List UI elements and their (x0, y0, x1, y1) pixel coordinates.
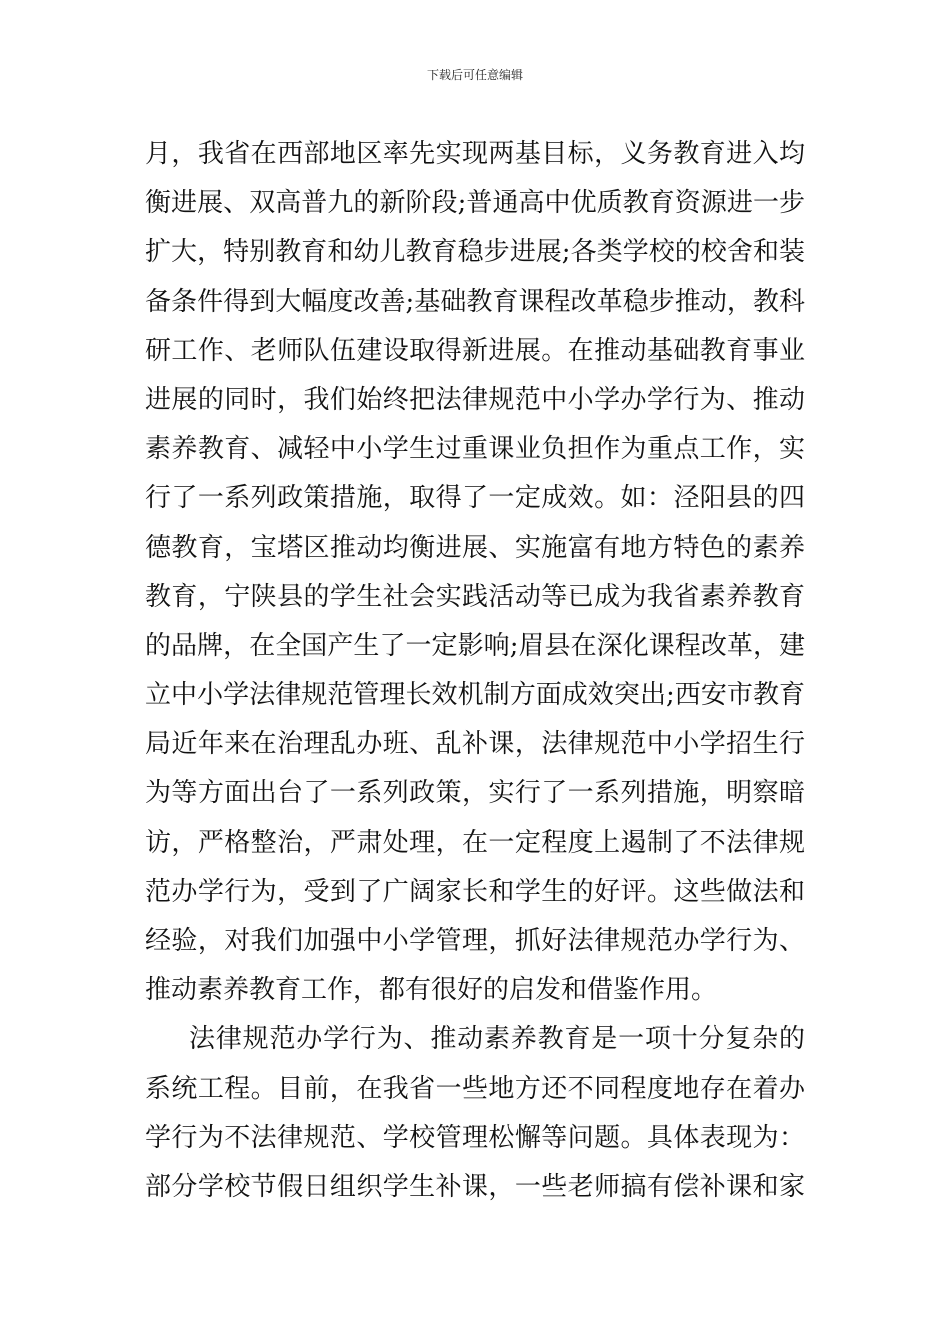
text-line: 法律规范办学行为、推动素养教育是一项十分复杂的 (189, 1024, 805, 1055)
text-line: 衡进展、双高普九的新阶段;普通高中优质教育资源进一步 (145, 188, 805, 219)
text-line: 进展的同时，我们始终把法律规范中小学办学行为、推动 (145, 384, 805, 415)
text-line: 立中小学法律规范管理长效机制方面成效突出;西安市教育 (145, 680, 805, 711)
text-line: 月，我省在西部地区率先实现两基目标，义务教育进入均 (145, 139, 805, 169)
text-line: 为等方面出台了一系列政策，实行了一系列措施，明察暗 (145, 778, 805, 809)
text-line: 部分学校节假日组织学生补课，一些老师搞有偿补课和家 (145, 1171, 805, 1202)
text-line: 经验，对我们加强中小学管理，抓好法律规范办学行为、 (145, 926, 805, 956)
text-line: 学行为不法律规范、学校管理松懈等问题。具体表现为： (145, 1122, 805, 1153)
text-line: 备条件得到大幅度改善;基础教育课程改革稳步推动，教科 (145, 286, 805, 317)
text-line: 的品牌，在全国产生了一定影响;眉县在深化课程改革，建 (145, 630, 805, 661)
text-line: 范办学行为，受到了广阔家长和学生的好评。这些做法和 (145, 876, 805, 907)
paragraph-2 (145, 1015, 805, 1212)
text-line: 研工作、老师队伍建设取得新进展。在推动基础教育事业 (145, 335, 805, 366)
text-line: 推动素养教育工作，都有很好的启发和借鉴作用。 (145, 975, 718, 1006)
paragraph-1 (145, 130, 805, 1015)
text-line: 素养教育、减轻中小学生过重课业负担作为重点工作，实 (145, 434, 805, 465)
page-header-note: 下载后可任意编辑 (426, 68, 523, 82)
text-line: 行了一系列政策措施，取得了一定成效。如：泾阳县的四 (145, 483, 805, 514)
text-line: 访，严格整治，严肃处理，在一定程度上遏制了不法律规 (145, 827, 805, 858)
text-line: 教育，宁陕县的学生社会实践活动等已成为我省素养教育 (145, 581, 805, 612)
text-line: 扩大，特别教育和幼儿教育稳步进展;各类学校的校舍和装 (145, 237, 805, 268)
document-body (145, 130, 805, 1212)
text-line: 德教育，宝塔区推动均衡进展、实施富有地方特色的素养 (145, 532, 805, 563)
text-line: 系统工程。目前，在我省一些地方还不同程度地存在着办 (145, 1073, 805, 1104)
text-line: 局近年来在治理乱办班、乱补课，法律规范中小学招生行 (145, 729, 805, 760)
